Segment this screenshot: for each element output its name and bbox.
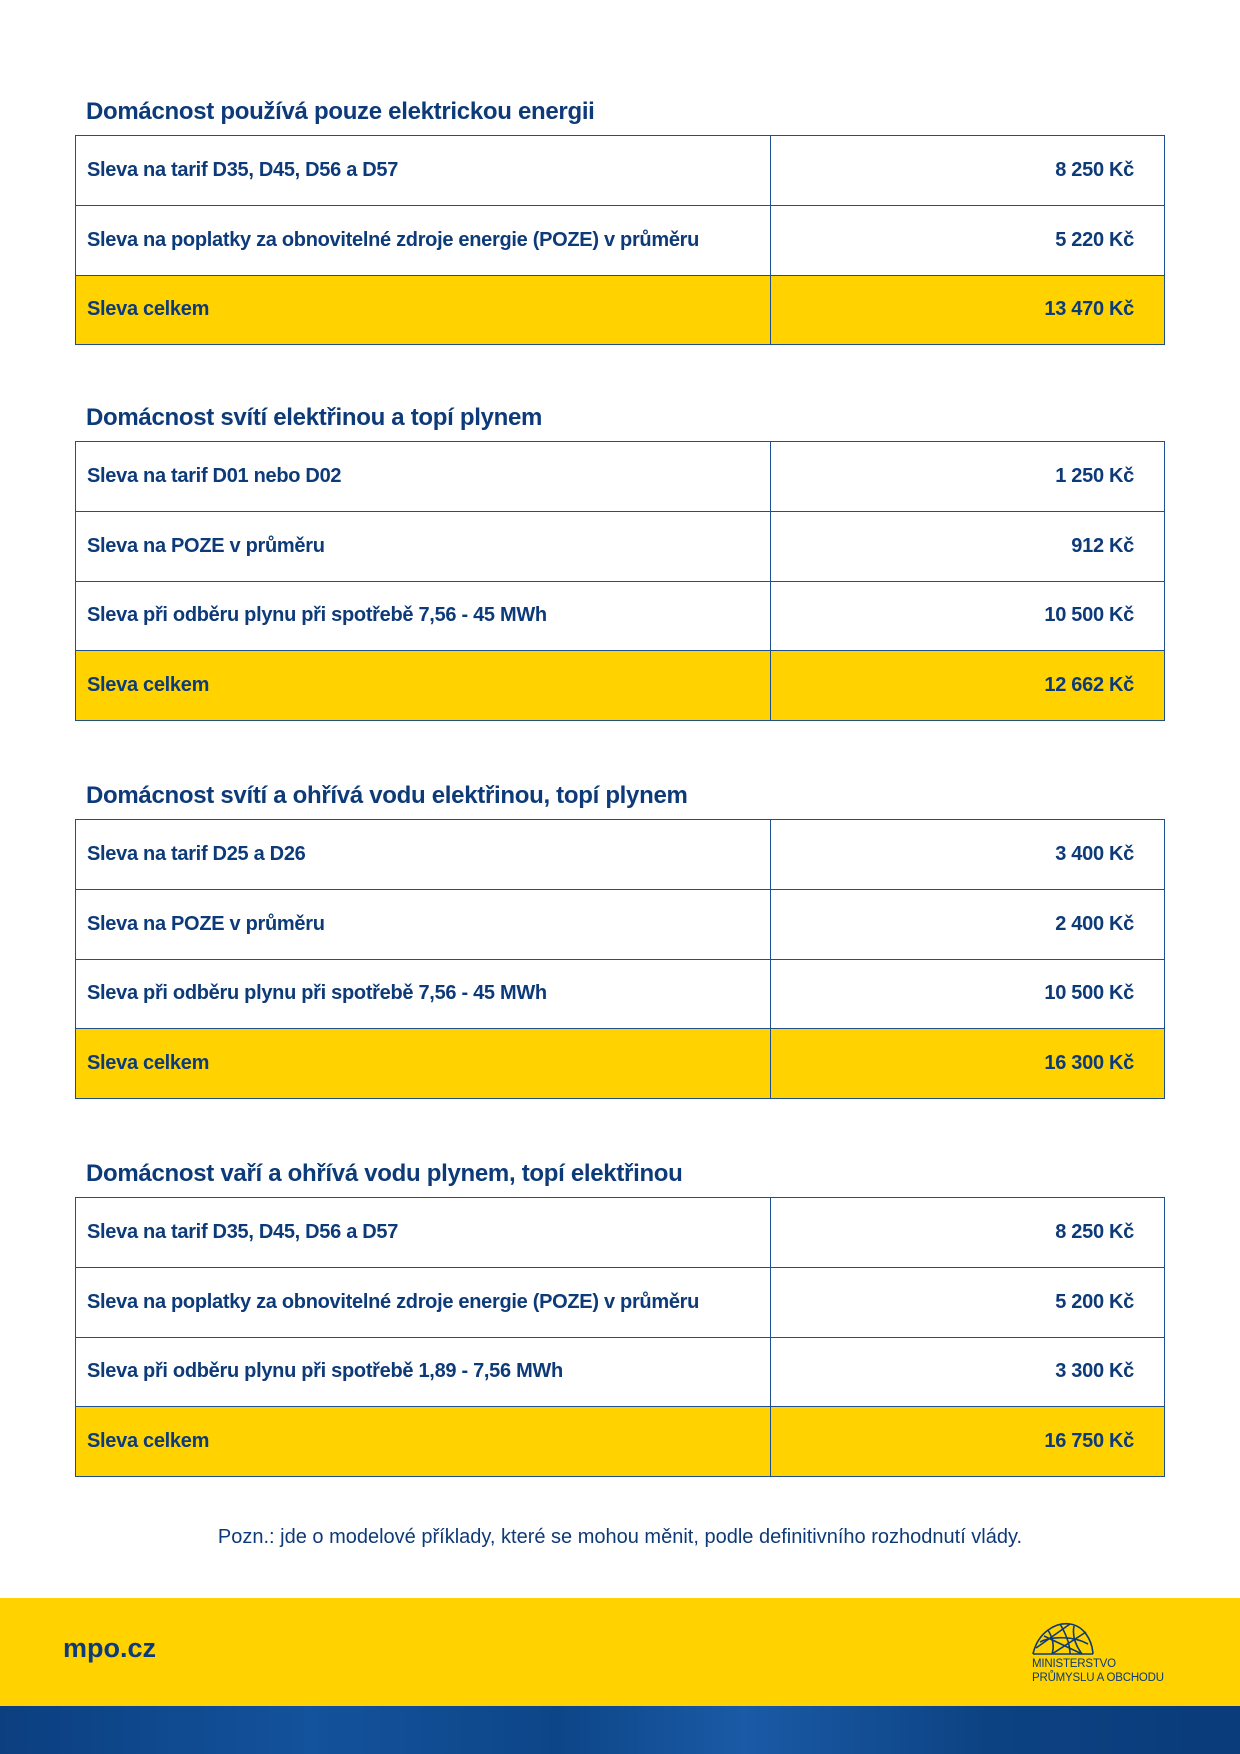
section-title: Domácnost používá pouze elektrickou energii bbox=[86, 98, 595, 125]
section-electric-light-gas-heat bbox=[75, 403, 1165, 721]
total-row bbox=[76, 651, 1165, 721]
table-row bbox=[76, 1337, 1165, 1407]
table-row bbox=[76, 959, 1165, 1029]
total-value: 13 470 Kč bbox=[771, 275, 1165, 345]
row-value: 3 400 Kč bbox=[771, 820, 1165, 890]
discount-table bbox=[75, 1197, 1165, 1477]
total-value: 12 662 Kč bbox=[771, 651, 1165, 721]
row-value: 3 300 Kč bbox=[771, 1337, 1165, 1407]
total-row bbox=[76, 1029, 1165, 1099]
table-row bbox=[76, 136, 1165, 206]
row-value: 1 250 Kč bbox=[771, 442, 1165, 512]
section-title: Domácnost svítí elektřinou a topí plynem bbox=[86, 404, 543, 431]
row-label: Sleva na POZE v průměru bbox=[76, 889, 771, 959]
section-gas-cook-electric-heat bbox=[75, 1159, 1165, 1477]
row-label: Sleva na tarif D25 a D26 bbox=[76, 820, 771, 890]
row-label: Sleva na tarif D35, D45, D56 a D57 bbox=[76, 136, 771, 206]
total-row bbox=[76, 275, 1165, 345]
row-value: 5 220 Kč bbox=[771, 205, 1165, 275]
total-value: 16 300 Kč bbox=[771, 1029, 1165, 1099]
row-value: 8 250 Kč bbox=[771, 136, 1165, 206]
row-label: Sleva při odběru plynu při spotřebě 7,56 - 45 MWh bbox=[76, 581, 771, 651]
table-row bbox=[76, 205, 1165, 275]
total-label: Sleva celkem bbox=[76, 1407, 771, 1477]
table-row bbox=[76, 511, 1165, 581]
total-label: Sleva celkem bbox=[76, 275, 771, 345]
row-value: 8 250 Kč bbox=[771, 1198, 1165, 1268]
table-row bbox=[76, 889, 1165, 959]
logo-text bbox=[1032, 1657, 1164, 1685]
logo-line-2: PRŮMYSLU A OBCHODU bbox=[1032, 1672, 1164, 1684]
row-value: 10 500 Kč bbox=[771, 581, 1165, 651]
ministry-logo bbox=[1030, 1618, 1210, 1688]
discount-table bbox=[75, 819, 1165, 1099]
row-value: 10 500 Kč bbox=[771, 959, 1165, 1029]
row-label: Sleva na tarif D01 nebo D02 bbox=[76, 442, 771, 512]
footnote: Pozn.: jde o modelové příklady, které se mohou měnit, podle definitivního rozhodnutí vlády. bbox=[217, 1526, 1023, 1548]
logo-line-1: MINISTERSTVO bbox=[1032, 1658, 1116, 1670]
section-title: Domácnost svítí a ohřívá vodu elektřinou, topí plynem bbox=[86, 782, 688, 809]
discount-table bbox=[75, 135, 1165, 345]
discount-table bbox=[75, 441, 1165, 721]
table-row bbox=[76, 1267, 1165, 1337]
table-row bbox=[76, 820, 1165, 890]
row-label: Sleva při odběru plynu při spotřebě 1,89 - 7,56 MWh bbox=[76, 1337, 771, 1407]
section-electric-light-water-gas-heat bbox=[75, 781, 1165, 1099]
row-value: 912 Kč bbox=[771, 511, 1165, 581]
table-row bbox=[76, 581, 1165, 651]
total-label: Sleva celkem bbox=[76, 651, 771, 721]
row-label: Sleva na poplatky za obnovitelné zdroje energie (POZE) v průměru bbox=[76, 1267, 771, 1337]
row-value: 5 200 Kč bbox=[771, 1267, 1165, 1337]
row-label: Sleva na tarif D35, D45, D56 a D57 bbox=[76, 1198, 771, 1268]
footer-band bbox=[0, 1706, 1240, 1754]
section-title: Domácnost vaří a ohřívá vodu plynem, topí elektřinou bbox=[86, 1160, 683, 1187]
row-label: Sleva při odběru plynu při spotřebě 7,56 - 45 MWh bbox=[76, 959, 771, 1029]
row-label: Sleva na poplatky za obnovitelné zdroje energie (POZE) v průměru bbox=[76, 205, 771, 275]
table-row bbox=[76, 442, 1165, 512]
total-row bbox=[76, 1407, 1165, 1477]
globe-net-icon bbox=[1030, 1618, 1096, 1658]
row-label: Sleva na POZE v průměru bbox=[76, 511, 771, 581]
total-value: 16 750 Kč bbox=[771, 1407, 1165, 1477]
total-label: Sleva celkem bbox=[76, 1029, 771, 1099]
row-value: 2 400 Kč bbox=[771, 889, 1165, 959]
table-row bbox=[76, 1198, 1165, 1268]
footer-bar bbox=[0, 1598, 1240, 1706]
section-electric-only bbox=[75, 97, 1165, 345]
website-link[interactable]: mpo.cz bbox=[63, 1633, 157, 1663]
